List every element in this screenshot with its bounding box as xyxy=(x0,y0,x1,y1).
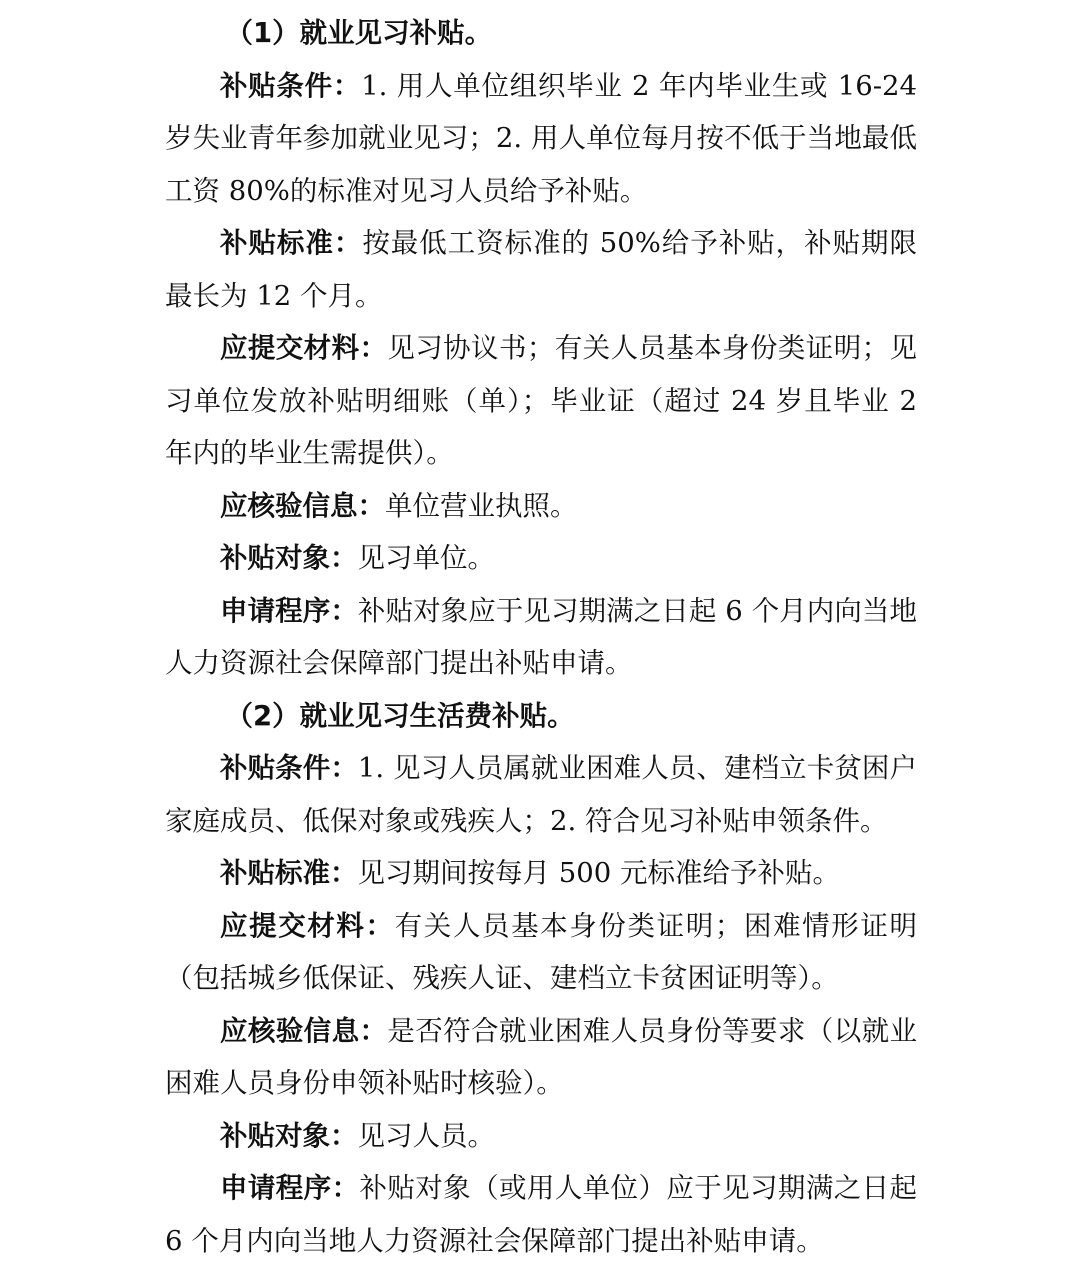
section-1-standard xyxy=(165,217,917,322)
section-1-heading: （1）就业见习补贴。 xyxy=(225,17,493,49)
item-text: 补贴对象（或用人单位）应于见习期满之日起 6 个月内向当地人力资源社会保障部门提出补贴申请。 xyxy=(165,1172,918,1257)
section-2-recipient xyxy=(165,1110,917,1163)
item-label: 应提交材料： xyxy=(220,909,395,942)
item-label: 应提交材料： xyxy=(220,332,388,364)
section-1-recipient xyxy=(165,532,917,585)
item-text: 单位营业执照。 xyxy=(385,489,578,522)
section-2-standard xyxy=(165,847,917,900)
item-text: 见习单位。 xyxy=(357,542,495,574)
section-2-conditions xyxy=(165,742,917,847)
item-text: 1. 用人单位组织毕业 2 年内毕业生或 16-24 岁失业青年参加就业见习；2. 用人单位每月按不低于当地最低工资 80%的标准对见习人员给予补贴。 xyxy=(165,69,917,207)
document-body xyxy=(165,7,917,1267)
item-label: 补贴标准： xyxy=(220,857,358,889)
item-label: 补贴对象： xyxy=(220,542,358,574)
item-text: 是否符合就业困难人员身份等要求（以就业困难人员身份申领补贴时核验）。 xyxy=(165,1014,917,1099)
item-text: 有关人员基本身份类证明；困难情形证明（包括城乡低保证、残疾人证、建档立卡贫困证明等）。 xyxy=(165,909,918,994)
section-2-verification xyxy=(165,1005,917,1110)
item-label: 申请程序： xyxy=(220,594,358,627)
item-label: 申请程序： xyxy=(220,1172,360,1204)
item-label: 补贴条件： xyxy=(220,69,362,102)
section-2-heading: （2）就业见习生活费补贴。 xyxy=(225,699,575,732)
item-text: 1. 见习人员属就业困难人员、建档立卡贫困户家庭成员、低保对象或残疾人；2. 符合见习补贴申领条件。 xyxy=(165,752,917,837)
item-label: 应核验信息： xyxy=(220,489,385,522)
item-text: 见习人员。 xyxy=(357,1119,495,1152)
item-text: 补贴对象应于见习期满之日起 6 个月内向当地人力资源社会保障部门提出补贴申请。 xyxy=(165,594,917,679)
section-1-verification xyxy=(165,480,917,533)
section-1-materials xyxy=(165,322,917,480)
section-1-procedure xyxy=(165,585,917,690)
item-text: 见习期间按每月 500 元标准给予补贴。 xyxy=(357,857,840,889)
item-label: 应核验信息： xyxy=(220,1014,388,1047)
section-2-procedure xyxy=(165,1162,917,1267)
item-label: 补贴标准： xyxy=(220,227,363,259)
section-2-materials xyxy=(165,900,917,1005)
item-text: 按最低工资标准的 50%给予补贴，补贴期限最长为 12 个月。 xyxy=(165,227,917,312)
section-1-conditions xyxy=(165,60,917,218)
item-text: 见习协议书；有关人员基本身份类证明；见习单位发放补贴明细账（单）；毕业证（超过 24 岁且毕业 2 年内的毕业生需提供）。 xyxy=(165,332,917,469)
item-label: 补贴对象： xyxy=(220,1119,358,1152)
item-label: 补贴条件： xyxy=(220,752,358,784)
